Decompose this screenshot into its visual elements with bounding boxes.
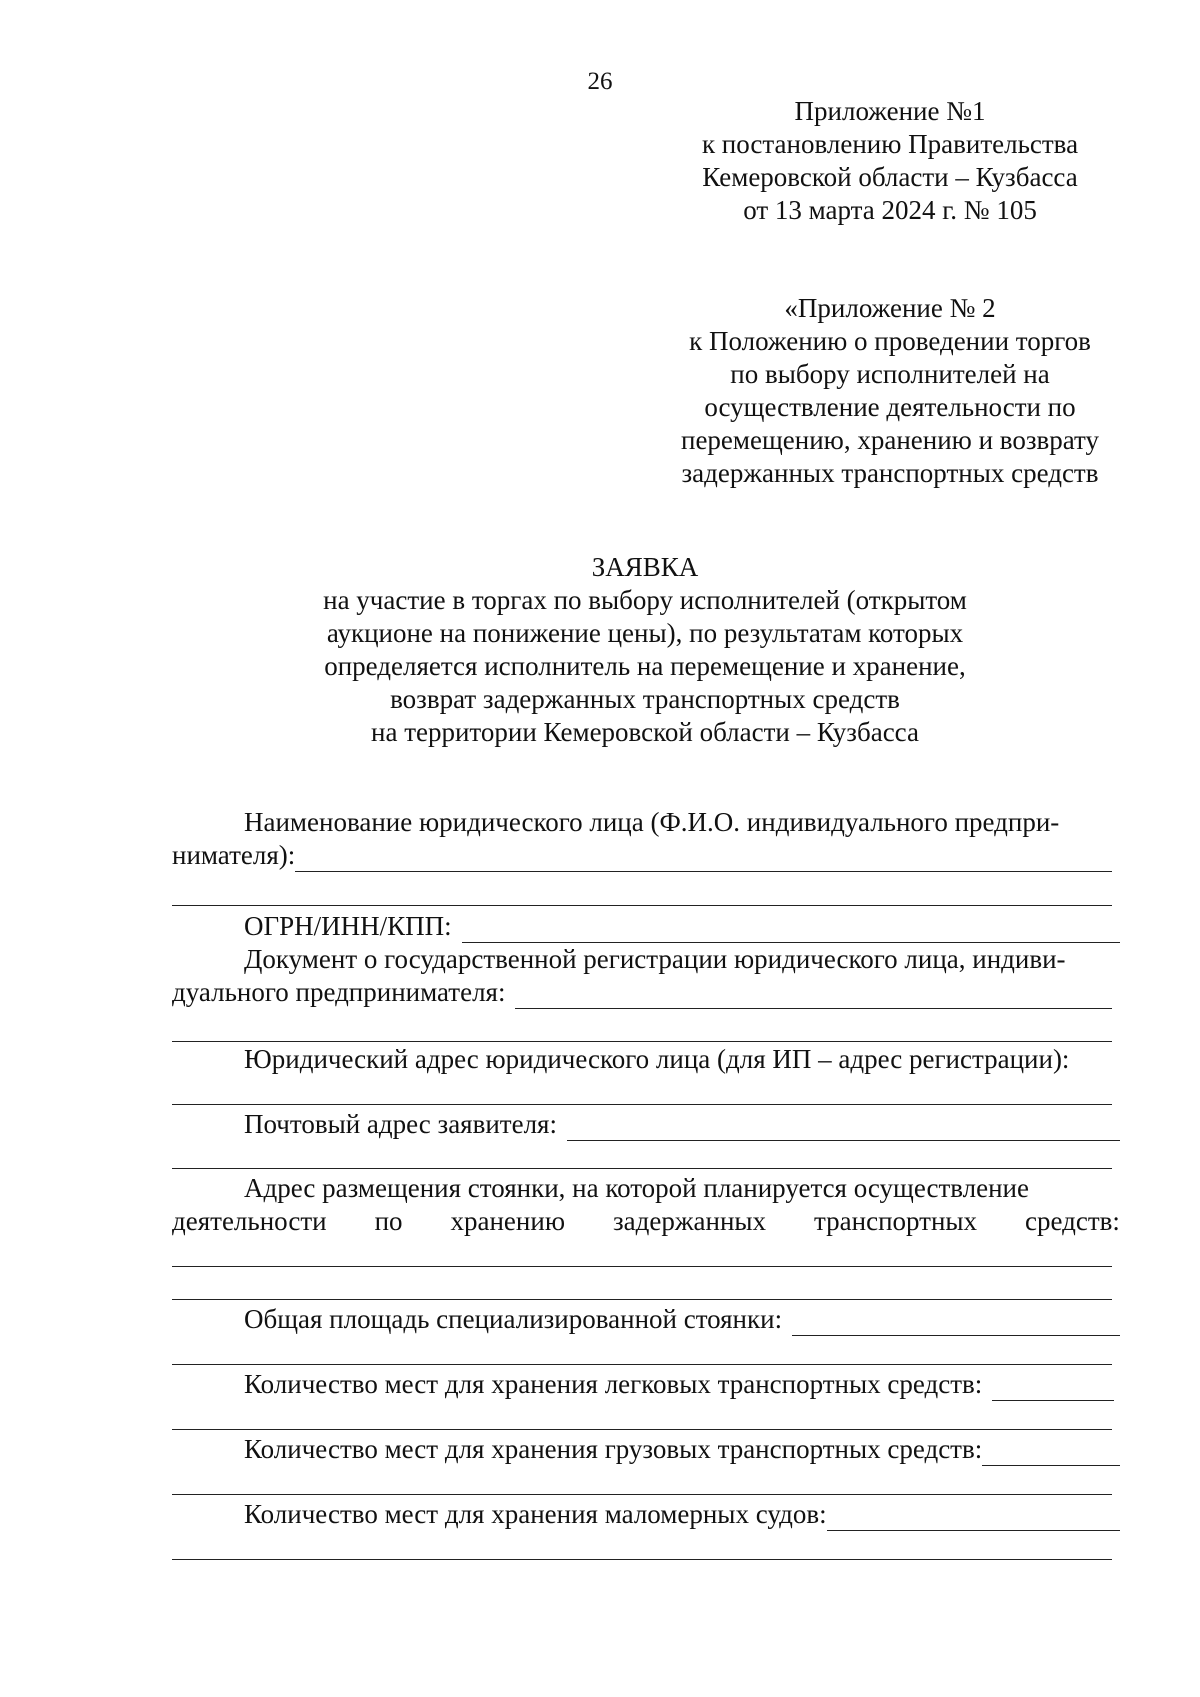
postal-address-row (172, 1108, 1120, 1141)
title-line: на территории Кемеровской области – Кузбасса (371, 717, 919, 747)
total-area-row (172, 1303, 1120, 1336)
name-field-row (172, 839, 1120, 872)
trucks-field[interactable] (982, 1439, 1120, 1466)
name-field-extra-line[interactable] (172, 905, 1112, 906)
appendix-2-line: по выбору исполнителей на (730, 359, 1050, 389)
parking-address-label: Адрес размещения стоянки, на которой планируется осуществление (244, 1173, 1029, 1203)
trucks-label: Количество мест для хранения грузовых транспортных средств: (244, 1434, 983, 1464)
doc-label: Документ о государственной регистрации юридического лица, индиви- (244, 944, 1066, 974)
appendix-1-header (660, 95, 1120, 227)
legal-address-row (172, 1043, 1120, 1076)
page-number: 26 (587, 68, 613, 95)
title-line: аукционе на понижение цены), по результатам которых (326, 618, 964, 648)
parking-word: хранению (450, 1206, 565, 1236)
appendix-1-line: к постановлению Правительства (701, 129, 1079, 159)
parking-address-label-line-2 (172, 1205, 1120, 1238)
total-area-label: Общая площадь специализированной стоянки: (244, 1304, 783, 1334)
doc-field-extra-line[interactable] (172, 1041, 1112, 1042)
cars-label: Количество мест для хранения легковых транспортных средств: (244, 1369, 983, 1399)
doc-label-cont: дуального предпринимателя: (172, 977, 506, 1007)
parking-word: задержанных (612, 1206, 767, 1236)
parking-word: средств: (1025, 1206, 1120, 1236)
total-area-field[interactable] (792, 1309, 1120, 1336)
name-label: Наименование юридического лица (Ф.И.О. индивидуального предпри- (244, 807, 1060, 837)
appendix-2-line: задержанных транспортных средств (681, 458, 1099, 488)
cars-row (172, 1368, 1120, 1401)
doc-label-line (172, 943, 1120, 976)
appendix-2-line: осуществление деятельности по (704, 392, 1076, 422)
appendix-2-line: «Приложение № 2 (784, 293, 996, 323)
doc-field[interactable] (515, 982, 1112, 1009)
appendix-2-line: к Положению о проведении торгов (689, 326, 1091, 356)
parking-address-field-2[interactable] (172, 1299, 1112, 1300)
trucks-extra-line[interactable] (172, 1494, 1112, 1495)
title-heading: ЗАЯВКА (591, 552, 699, 582)
title-line: на участие в торгах по выбору исполнителей (открытом (323, 585, 967, 615)
title-line: возврат задержанных транспортных средств (390, 684, 900, 714)
legal-address-field[interactable] (172, 1104, 1112, 1105)
name-label-line (172, 806, 1120, 839)
appendix-1-line: Кемеровской области – Кузбасса (702, 162, 1078, 192)
parking-address-label-line (172, 1172, 1120, 1205)
legal-address-label: Юридический адрес юридического лица (для ИП – адрес регистрации): (244, 1044, 1070, 1074)
cars-field[interactable] (992, 1374, 1114, 1401)
application-title (270, 551, 1020, 749)
trucks-row (172, 1433, 1120, 1466)
boats-label: Количество мест для хранения маломерных судов: (244, 1499, 827, 1529)
parking-word: транспортных (814, 1206, 978, 1236)
postal-address-extra-line[interactable] (172, 1168, 1112, 1169)
parking-word: деятельности (172, 1206, 327, 1236)
ogrn-field[interactable] (462, 916, 1120, 943)
appendix-1-line: Приложение №1 (794, 96, 986, 126)
boats-field[interactable] (827, 1504, 1120, 1531)
ogrn-row (172, 910, 1120, 943)
appendix-2-line: перемещению, хранению и возврату (681, 425, 1099, 455)
cars-extra-line[interactable] (172, 1429, 1112, 1430)
title-line: определяется исполнитель на перемещение и хранение, (324, 651, 966, 681)
appendix-2-header (660, 292, 1120, 490)
total-area-extra-line[interactable] (172, 1364, 1112, 1365)
postal-address-field[interactable] (567, 1114, 1120, 1141)
ogrn-label: ОГРН/ИНН/КПП: (244, 911, 452, 941)
postal-address-label: Почтовый адрес заявителя: (244, 1109, 557, 1139)
parking-word: по (374, 1206, 403, 1236)
doc-field-row (172, 976, 1120, 1009)
boats-extra-line[interactable] (172, 1559, 1112, 1560)
name-label-cont: нимателя): (172, 840, 296, 870)
appendix-1-line: от 13 марта 2024 г. № 105 (743, 195, 1037, 225)
boats-row (172, 1498, 1120, 1531)
name-field[interactable] (295, 845, 1112, 872)
parking-address-field-1[interactable] (172, 1266, 1112, 1267)
